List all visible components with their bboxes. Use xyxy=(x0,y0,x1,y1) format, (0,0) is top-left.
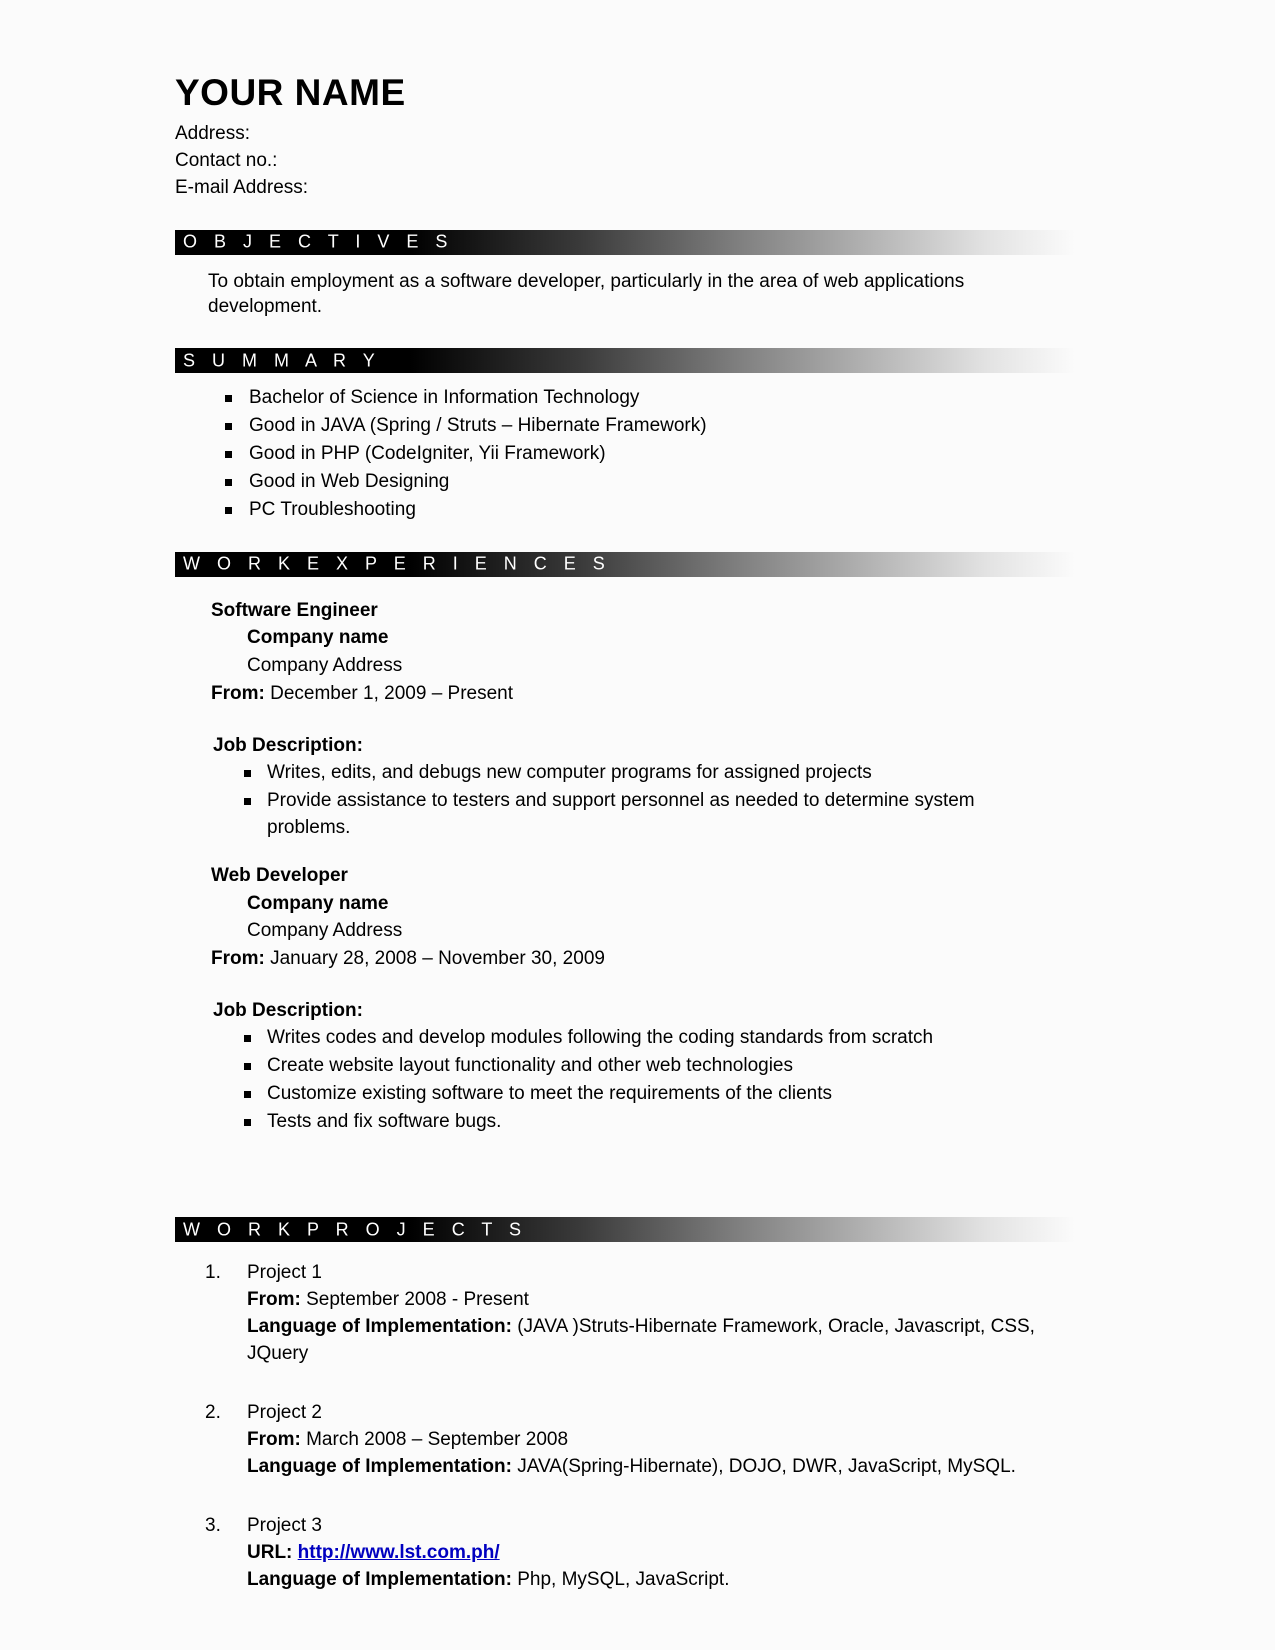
summary-item-label: Bachelor of Science in Information Technology xyxy=(249,387,640,409)
list-item xyxy=(215,385,1075,412)
section-header-objectives xyxy=(175,230,1075,255)
project-name: Project 1 xyxy=(247,1262,322,1284)
section-title-summary: S U M M A R Y xyxy=(183,350,381,371)
experience-company-address: Company Address xyxy=(247,920,403,942)
summary-item-label: PC Troubleshooting xyxy=(249,498,416,520)
job-description-label: Job Description: xyxy=(213,735,363,757)
project-language xyxy=(247,1567,1087,1594)
contact-number-label: Contact no.: xyxy=(175,149,278,171)
project-language-label: Language of Implementation: xyxy=(247,1315,512,1337)
project-language-label: Language of Implementation: xyxy=(247,1568,512,1590)
summary-item-label: Good in JAVA (Spring / Struts – Hibernate Framework) xyxy=(249,415,707,436)
resume-header xyxy=(175,74,1075,202)
summary-item-label: Good in PHP (CodeIgniter, Yii Framework) xyxy=(249,442,606,464)
section-header-work-experiences xyxy=(175,552,1075,577)
section-title-work-experiences: W O R K E X P E R I E N C E S xyxy=(183,553,611,574)
list-item xyxy=(215,497,1075,524)
list-item xyxy=(237,1109,1052,1136)
project-name: Project 2 xyxy=(247,1401,322,1423)
objectives-text: To obtain employment as a software developer, particularly in the area of web applications development. xyxy=(208,270,965,318)
experience-company-address: Company Address xyxy=(247,654,403,676)
list-item xyxy=(175,1260,1087,1368)
experience-from-label: From: xyxy=(211,682,265,704)
list-item xyxy=(237,1081,1052,1108)
experience-dates xyxy=(211,945,1075,973)
address-label: Address: xyxy=(175,122,250,144)
project-from-label: From: xyxy=(247,1428,301,1450)
resume-body xyxy=(175,74,1075,1626)
email-label: E-mail Address: xyxy=(175,176,309,198)
project-language-value: (JAVA )Struts-Hibernate Framework, Oracle, Javascript, CSS, JQuery xyxy=(247,1315,1035,1364)
list-item xyxy=(237,760,1052,787)
experience-from-label: From: xyxy=(211,947,265,969)
section-title-work-projects: W O R K P R O J E C T S xyxy=(183,1219,528,1240)
project-language-value: Php, MySQL, JavaScript. xyxy=(517,1568,730,1590)
job-duty-label: Writes, edits, and debugs new computer programs for assigned projects xyxy=(267,762,872,784)
job-duties-list xyxy=(237,760,1052,842)
experience-from-value: January 28, 2008 – November 30, 2009 xyxy=(270,947,605,969)
project-dates xyxy=(247,1427,1087,1454)
project-url-link[interactable]: http://www.lst.com.ph/ xyxy=(297,1541,500,1563)
project-language xyxy=(247,1454,1087,1481)
project-name: Project 3 xyxy=(247,1514,322,1536)
project-number: 1. xyxy=(205,1262,221,1284)
experience-company: Company name xyxy=(247,627,389,649)
summary-list xyxy=(215,385,1075,524)
list-item xyxy=(175,1400,1087,1481)
experience-dates xyxy=(211,680,1075,708)
summary-item-label: Good in Web Designing xyxy=(249,470,450,492)
project-url-label: URL: xyxy=(247,1541,293,1563)
project-from-value: March 2008 – September 2008 xyxy=(306,1428,569,1450)
job-duty-label: Writes codes and develop modules following the coding standards from scratch xyxy=(267,1027,934,1049)
project-language-value: JAVA(Spring-Hibernate), DOJO, DWR, JavaScript, MySQL. xyxy=(517,1455,1016,1477)
job-duty-label: Create website layout functionality and other web technologies xyxy=(267,1055,793,1077)
experience-entry xyxy=(211,862,1075,972)
project-from-label: From: xyxy=(247,1289,301,1310)
experience-position: Software Engineer xyxy=(211,599,378,621)
project-language-label: Language of Implementation: xyxy=(247,1455,512,1477)
project-number: 2. xyxy=(205,1401,221,1423)
job-duty-label: Customize existing software to meet the requirements of the clients xyxy=(267,1083,832,1105)
project-language xyxy=(247,1314,1087,1368)
experience-from-value: December 1, 2009 – Present xyxy=(270,682,514,704)
job-description-label: Job Description: xyxy=(213,1000,363,1022)
section-title-objectives: O B J E C T I V E S xyxy=(183,231,454,252)
project-dates xyxy=(247,1287,1087,1314)
job-duties-list xyxy=(237,1025,1052,1136)
experience-position: Web Developer xyxy=(211,864,348,886)
experience-entry xyxy=(211,597,1075,707)
list-item xyxy=(215,441,1075,468)
list-item xyxy=(175,1513,1087,1594)
list-item xyxy=(237,788,1052,842)
section-header-work-projects xyxy=(175,1217,1075,1242)
list-item xyxy=(237,1053,1052,1080)
list-item xyxy=(215,413,1075,440)
project-from-value: September 2008 - Present xyxy=(306,1289,529,1310)
job-duty-label: Tests and fix software bugs. xyxy=(267,1111,502,1133)
job-duty-label: Provide assistance to testers and support personnel as needed to determine system problems. xyxy=(267,790,975,838)
list-item xyxy=(215,469,1075,496)
page-title: YOUR NAME xyxy=(175,72,406,113)
section-header-summary xyxy=(175,348,1075,373)
list-item xyxy=(237,1025,1052,1052)
experience-company: Company name xyxy=(247,892,389,914)
project-number: 3. xyxy=(205,1514,221,1536)
project-url-line xyxy=(247,1540,1087,1567)
section-spacer xyxy=(175,1137,1075,1189)
projects-list xyxy=(175,1260,1075,1594)
